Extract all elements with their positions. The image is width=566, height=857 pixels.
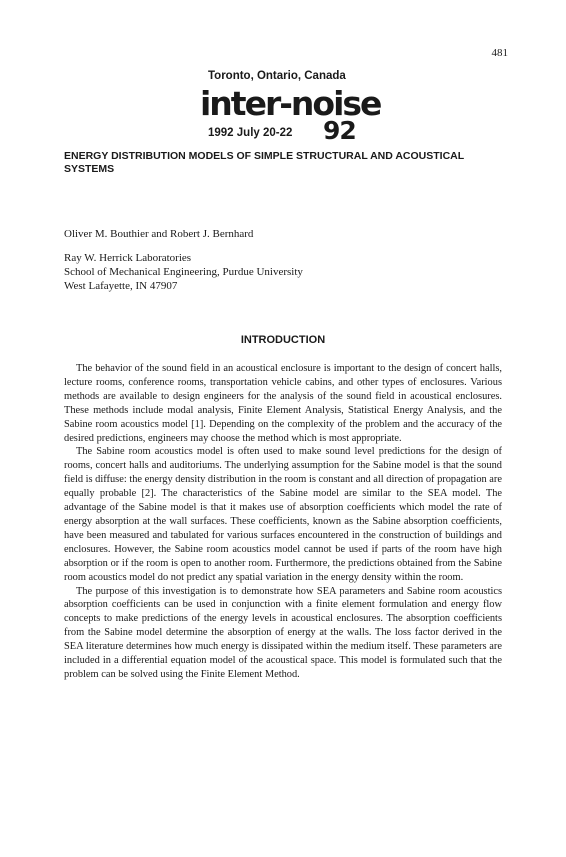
paragraph: The behavior of the sound field in an acoustical enclosure is important to the design of concert halls, lecture rooms, conference rooms, transportation vehicle cabins, and other types of enclosures. Various methods are available to design engineers for the analysis of the sound field in acoustical enclosures. These methods include modal analysis, Finite Element Analysis, Statistical Energy Analysis, and the Sabine room acoustics model [1]. Depending on the complexity of the problem and the accuracy of the desired predictions, engineers may choose the method which is most appropriate. (64, 363, 502, 444)
affiliation-address: West Lafayette, IN 47907 (64, 280, 178, 292)
page-number: 481 (491, 47, 508, 59)
conference-year: 92 (323, 116, 356, 145)
conference-dates: 1992 July 20-22 (208, 127, 293, 139)
body-text (64, 362, 502, 682)
conference-location: Toronto, Ontario, Canada (208, 70, 346, 82)
authors: Oliver M. Bouthier and Robert J. Bernhard (64, 228, 254, 240)
affiliation (64, 251, 303, 293)
affiliation-school: School of Mechanical Engineering, Purdue University (64, 266, 303, 278)
conference-logo: inter-noise (200, 84, 381, 123)
paper-title: ENERGY DISTRIBUTION MODELS OF SIMPLE STRUCTURAL AND ACOUSTICAL SYSTEMS (64, 150, 464, 175)
section-heading: INTRODUCTION (240, 334, 326, 346)
paragraph: The purpose of this investigation is to demonstrate how SEA parameters and Sabine room acoustics absorption coefficients can be used in conjunction with a finite element formulation and energy flow concepts to make predictions of the energy levels in acoustical enclosures. The absorption coefficients from the Sabine model determine the absorption of energy at the walls. The loss factor derived in the SEA literature determines how much energy is dissipated within the medium itself. These parameters are included in a differential equation model of the acoustical space. This model is formulated such that the problem can be solved using the Finite Element Method. (64, 585, 502, 680)
paragraph: The Sabine room acoustics model is often used to make sound level predictions for the design of rooms, concert halls and auditoriums. The underlying assumption for the Sabine model is that the sound field is diffuse: the energy density distribution in the room is constant and all direction of propagation are equally probable [2]. The characteristics of the Sabine model are similar to the SEA model. The advantage of the Sabine model is that it makes use of absorption coefficients which model the rate of energy absorption at the wall surfaces. These coefficients, known as the Sabine absorption coefficients, have been measured and tabulated for various surfaces encountered in the construction of buildings and enclosures. However, the Sabine room acoustics model cannot be used if parts of the room have high absorption or if the room is open to another room. Furthermore, the predictions obtained from the Sabine room acoustics model do not predict any spatial variation in the energy density within the room. (64, 446, 502, 583)
affiliation-lab: Ray W. Herrick Laboratories (64, 252, 192, 264)
